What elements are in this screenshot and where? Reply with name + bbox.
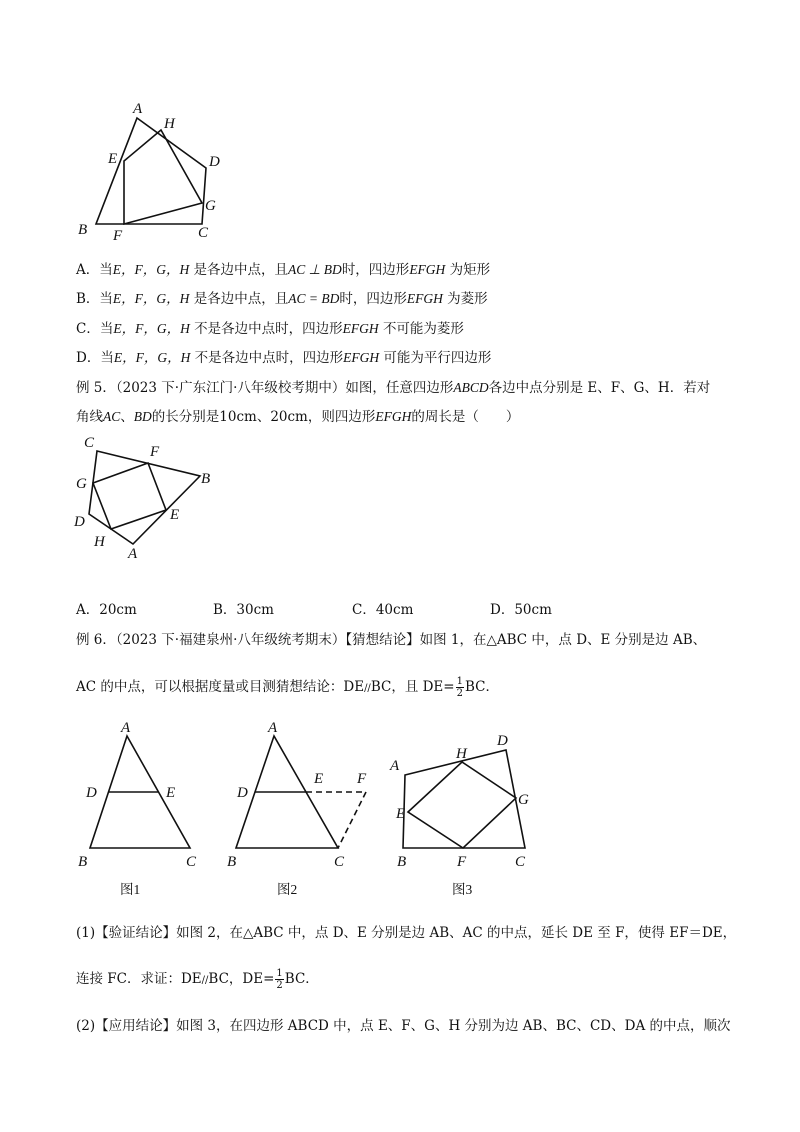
quad-efgh-fig3	[408, 762, 516, 848]
label-E: E	[108, 151, 118, 167]
fig3-label-F: F	[457, 854, 467, 870]
ex5-option-b: B．30cm	[213, 602, 274, 618]
fig1-label-C: C	[186, 854, 197, 870]
segment-fc-dashed	[338, 792, 366, 848]
q4-option-c: C．当E，F，G，H 不是各边中点时，四边形EFGH 不可能为菱形	[76, 321, 464, 337]
fig3-label-A: A	[390, 758, 400, 774]
ex5-label-G: G	[76, 476, 87, 492]
fraction-half: $\frac{1}{2}$	[456, 676, 463, 699]
ex5-option-d: D．50cm	[490, 602, 552, 618]
ex6-part2-line1: (2)【应用结论】如图 3，在四边形 ABCD 中，点 E、F、G、H 分别为边 AB、BC、CD、DA 的中点，顺次	[76, 1018, 731, 1034]
fig3-label-H: H	[456, 746, 467, 762]
fig1-label-B: B	[78, 854, 88, 870]
ex6-line1: 例 6．（2023 下·福建泉州·八年级统考期末）【猜想结论】如图 1，在△ABC 中，点 D、E 分别是边 AB、	[76, 632, 707, 648]
fig3-label-C: C	[515, 854, 526, 870]
fig3-label-B: B	[397, 854, 407, 870]
ex5-label-H: H	[94, 534, 105, 550]
ex5-label-B: B	[201, 471, 211, 487]
q4-option-a: A．当E，F，G，H 是各边中点，且AC ⊥ BD时，四边形EFGH 为矩形	[76, 262, 491, 278]
label-B: B	[78, 222, 88, 238]
label-H: H	[164, 116, 175, 132]
ex5-label-A: A	[128, 546, 138, 562]
ex5-option-a: A．20cm	[76, 602, 137, 618]
ex6-part1-line2: 连接 FC．求证：DE//BC，DE= $\frac{1}{2}$ BC．	[76, 968, 319, 991]
ex5-label-E: E	[170, 507, 180, 523]
fig1-caption: 图1	[120, 882, 141, 897]
ex5-line2: 角线AC、BD的长分别是10cm、20cm，则四边形EFGH的周长是（ ）	[76, 409, 520, 425]
ex6-part1-line1: (1)【验证结论】如图 2，在△ABC 中，点 D、E 分别是边 AB、AC 的中点，延长 DE 至 F，使得 EF＝DE，	[76, 925, 737, 941]
fig2-label-C: C	[334, 854, 345, 870]
fig2-label-E: E	[314, 771, 324, 787]
q4-option-b: B．当E，F，G，H 是各边中点，且AC = BD时，四边形EFGH 为菱形	[76, 291, 488, 307]
fig3-label-D: D	[497, 733, 508, 749]
label-F: F	[113, 228, 123, 244]
ex5-label-C: C	[84, 435, 95, 451]
ex5-label-F: F	[150, 444, 160, 460]
fig3-caption: 图3	[452, 882, 473, 897]
ex5-label-D: D	[74, 514, 85, 530]
fig3-label-G: G	[518, 792, 529, 808]
ex5-option-c: C．40cm	[352, 602, 414, 618]
fig2-label-F: F	[357, 771, 367, 787]
fig2-label-B: B	[227, 854, 237, 870]
fraction-half-part1: $\frac{1}{2}$	[276, 968, 283, 991]
label-G: G	[205, 198, 216, 214]
label-D: D	[209, 154, 220, 170]
fig2-label-D: D	[237, 785, 248, 801]
ex5-line1: 例 5．（2023 下·广东江门·八年级校考期中）如图，任意四边形ABCD各边中点分别是 E、F、G、H．若对	[76, 380, 711, 396]
fig3-label-E: E	[396, 806, 406, 822]
fig1-label-D: D	[86, 785, 97, 801]
ex6-line2: AC 的中点，可以根据度量或目测猜想结论：DE//BC，且 DE= $\frac{1}{2}$ BC．	[76, 676, 499, 699]
quad-efgh-ex5	[93, 463, 166, 529]
fig1-label-A: A	[121, 720, 131, 736]
label-C: C	[198, 225, 209, 241]
fig2-caption: 图2	[277, 882, 298, 897]
label-A: A	[133, 101, 143, 117]
fig2-label-A: A	[268, 720, 278, 736]
fig1-label-E: E	[166, 785, 176, 801]
q4-option-d: D．当E，F，G，H 不是各边中点时，四边形EFGH 可能为平行四边形	[76, 350, 492, 366]
